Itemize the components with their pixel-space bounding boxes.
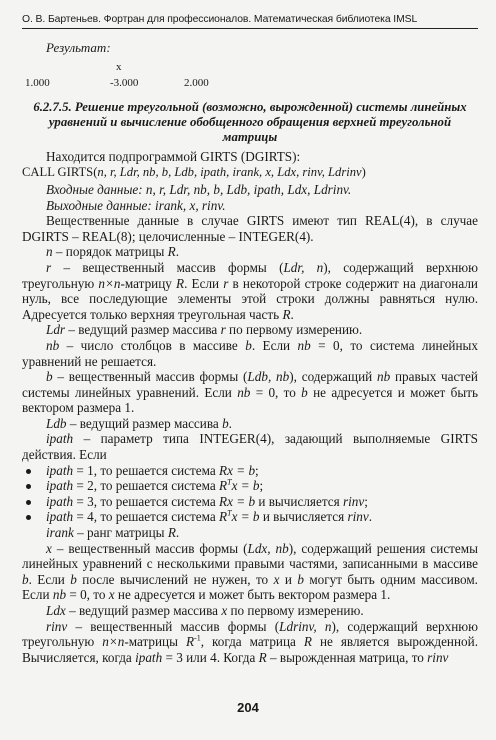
types-paragraph: Вещественные данные в случае GIRTS имеют тип REAL(4), в случае DGIRTS – REAL(8); целочисленные – INTEGER(4). (22, 213, 478, 244)
output-data-line: Выходные данные: irank, x, rinv. (46, 197, 226, 213)
ipath-option: ipath = 3, то решается система Rx = b и вычисляется rinv; (22, 494, 478, 510)
param-nb: nb – число столбцов в массиве b. Если nb = 0, то система линейных уравнений не решается. (22, 337, 478, 369)
result-value: 1.000 (25, 77, 50, 90)
call-statement: CALL GIRTS(n, r, Ldr, nb, b, Ldb, ipath, irank, x, Ldx, rinv, Ldrinv) (22, 165, 366, 180)
param-ipath: ipath – параметр типа INTEGER(4), задающий выполняемые GIRTS действия. Если (22, 431, 478, 463)
param-n: n – порядок матрицы R. (46, 244, 180, 260)
result-value: 2.000 (184, 77, 209, 90)
input-data-line: Входные данные: n, r, Ldr, nb, b, Ldb, ipath, Ldx, Ldrinv. (46, 181, 352, 197)
ipath-option: ipath = 1, то решается система Rx = b; (22, 463, 478, 479)
intro-paragraph: Находится подпрограммой GIRTS (DGIRTS): (46, 148, 301, 164)
param-b: b – вещественный массив формы (Ldb, nb), содержащий nb правых частей системы линейных уравнений. Если nb = 0, то b не адресуется и может быть вектором размера 1. (22, 369, 478, 416)
ipath-option: ipath = 4, то решается система $R^Tx = b$ и вычисляется rinv. (22, 509, 478, 525)
section-title: 6.2.7.5. Решение треугольной (возможно, вырожденной) системы линейных уравнений и вычисление обобщенного обращения верхней треугольной матрицы (33, 99, 467, 144)
param-ldr: Ldr – ведущий размер массива r по первому измерению. (46, 322, 363, 338)
ipath-option: ipath = 2, то решается система $R^Tx = b$; (22, 478, 478, 494)
page-number: 204 (237, 700, 259, 715)
param-r: r – вещественный массив формы (Ldr, n), содержащий верхнюю треугольную n×n-матрицу R. Если r в некоторой строке содержит на диагонали нуль, все последующие элементы этой строки должны равняться нулю. Адресуется только верхняя треугольная часть R. (22, 259, 478, 322)
param-ldb: Ldb – ведущий размер массива b. (46, 415, 232, 431)
result-value: -3.000 (110, 77, 139, 90)
param-ldx: Ldx – ведущий размер массива x по первому измерению. (46, 603, 364, 618)
running-header: О. В. Бартеньев. Фортран для профессионалов. Математическая библиотека IMSL (22, 14, 478, 29)
param-x: x – вещественный массив формы (Ldx, nb), содержащий решения системы линейных уравнений с несколькими правыми частями, записанными в массиве b. Если b после вычислений не нужен, то x и b могут быть одним массивом. Если nb = 0, то x не адресуется и может быть вектором размера 1. (22, 540, 478, 603)
page-body (22, 36, 478, 665)
param-rinv: rinv – вещественный массив формы (Ldrinv, n), содержащий верхнюю треугольную n×n-матрицы $R^{-1}$, когда матрица R не является вырожденной. Вычисляется, когда ipath = 3 или 4. Когда R – вырожденная матрица, то rinv (22, 618, 478, 665)
result-var: x (116, 60, 122, 73)
result-values (22, 76, 478, 92)
result-label: Результат: (46, 40, 111, 55)
param-irank: irank – ранг матрицы R. (46, 525, 180, 541)
